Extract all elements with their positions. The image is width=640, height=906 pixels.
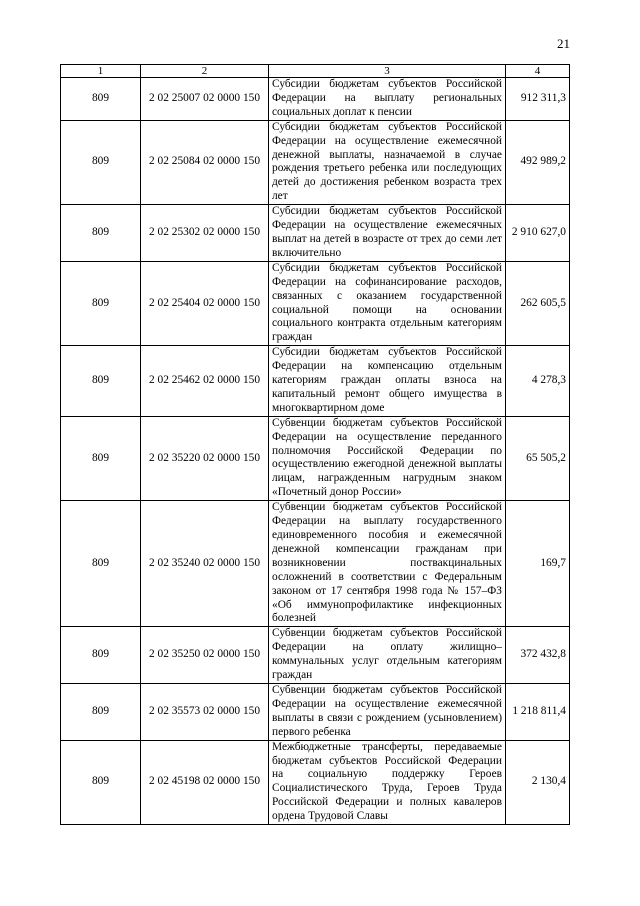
- column-header-4: 4: [506, 65, 570, 78]
- amount-cell: 492 989,2: [506, 120, 570, 204]
- amount-cell: 1 218 811,4: [506, 683, 570, 740]
- table-row: [61, 740, 570, 824]
- table-row: [61, 120, 570, 204]
- admin-code-cell: 809: [61, 501, 141, 627]
- admin-code-cell: 809: [61, 740, 141, 824]
- description-cell: Субвенции бюджетам субъектов Российской Федерации на оплату жилищно–коммунальных услуг отдельным категориям граждан: [269, 627, 506, 684]
- table-header: [61, 65, 570, 78]
- amount-cell: 65 505,2: [506, 416, 570, 500]
- page-number: 21: [557, 36, 570, 51]
- budget-code-cell: 2 02 45198 02 0000 150: [141, 740, 269, 824]
- table-body: [61, 78, 570, 825]
- budget-code-cell: 2 02 25302 02 0000 150: [141, 205, 269, 262]
- description-cell: Субсидии бюджетам субъектов Российской Федерации на осуществление ежемесячной денежной выплаты, назначаемой в случае рождения третьего ребенка или последующих детей до достижения ребенком возраста трех лет: [269, 120, 506, 204]
- description-cell: Субвенции бюджетам субъектов Российской Федерации на выплату государственного единовременного пособия и ежемесячной денежной компенсации гражданам при возникновении поствакцинальных осложнений в соответствии с Федеральным законом от 17 сентября 1998 года № 157–ФЗ «Об иммунопрофилактике инфекционных болезней: [269, 501, 506, 627]
- budget-code-cell: 2 02 25007 02 0000 150: [141, 78, 269, 121]
- amount-cell: 2 910 627,0: [506, 205, 570, 262]
- amount-cell: 2 130,4: [506, 740, 570, 824]
- table-row: [61, 261, 570, 345]
- table-row: [61, 627, 570, 684]
- admin-code-cell: 809: [61, 683, 141, 740]
- admin-code-cell: 809: [61, 627, 141, 684]
- description-cell: Субсидии бюджетам субъектов Российской Федерации на компенсацию отдельным категориям граждан оплаты взноса на капитальный ремонт общего имущества в многоквартирном доме: [269, 346, 506, 417]
- amount-cell: 4 278,3: [506, 346, 570, 417]
- budget-code-cell: 2 02 25462 02 0000 150: [141, 346, 269, 417]
- table-row: [61, 683, 570, 740]
- amount-cell: 372 432,8: [506, 627, 570, 684]
- description-cell: Субсидии бюджетам субъектов Российской Федерации на софинансирование расходов, связанных с оказанием государственной социальной помощи на основании социального контракта отдельным категориям граждан: [269, 261, 506, 345]
- table-row: [61, 416, 570, 500]
- budget-code-cell: 2 02 35250 02 0000 150: [141, 627, 269, 684]
- admin-code-cell: 809: [61, 416, 141, 500]
- admin-code-cell: 809: [61, 78, 141, 121]
- revenue-table: [60, 64, 570, 825]
- budget-code-cell: 2 02 35240 02 0000 150: [141, 501, 269, 627]
- admin-code-cell: 809: [61, 120, 141, 204]
- table-row: [61, 78, 570, 121]
- amount-cell: 262 605,5: [506, 261, 570, 345]
- budget-code-cell: 2 02 35573 02 0000 150: [141, 683, 269, 740]
- column-header-1: 1: [61, 65, 141, 78]
- description-cell: Субвенции бюджетам субъектов Российской Федерации на осуществление переданного полномочия Российской Федерации по осуществлению ежегодной денежной выплаты лицам, награжденным нагрудным знаком «Почетный донор России»: [269, 416, 506, 500]
- table-row: [61, 501, 570, 627]
- column-header-3: 3: [269, 65, 506, 78]
- table-row: [61, 205, 570, 262]
- budget-code-cell: 2 02 25404 02 0000 150: [141, 261, 269, 345]
- budget-code-cell: 2 02 35220 02 0000 150: [141, 416, 269, 500]
- amount-cell: 169,7: [506, 501, 570, 627]
- amount-cell: 912 311,3: [506, 78, 570, 121]
- description-cell: Межбюджетные трансферты, передаваемые бюджетам субъектов Российской Федерации на социальную поддержку Героев Социалистического Труда, Героев Труда Российской Федерации и полных кавалеров ордена Трудовой Славы: [269, 740, 506, 824]
- description-cell: Субвенции бюджетам субъектов Российской Федерации на осуществление ежемесячной выплаты в связи с рождением (усыновлением) первого ребенка: [269, 683, 506, 740]
- budget-code-cell: 2 02 25084 02 0000 150: [141, 120, 269, 204]
- admin-code-cell: 809: [61, 205, 141, 262]
- description-cell: Субсидии бюджетам субъектов Российской Федерации на выплату региональных социальных доплат к пенсии: [269, 78, 506, 121]
- admin-code-cell: 809: [61, 261, 141, 345]
- description-cell: Субсидии бюджетам субъектов Российской Федерации на осуществление ежемесячных выплат на детей в возрасте от трех до семи лет включительно: [269, 205, 506, 262]
- column-header-2: 2: [141, 65, 269, 78]
- header-row: [61, 65, 570, 78]
- table-row: [61, 346, 570, 417]
- admin-code-cell: 809: [61, 346, 141, 417]
